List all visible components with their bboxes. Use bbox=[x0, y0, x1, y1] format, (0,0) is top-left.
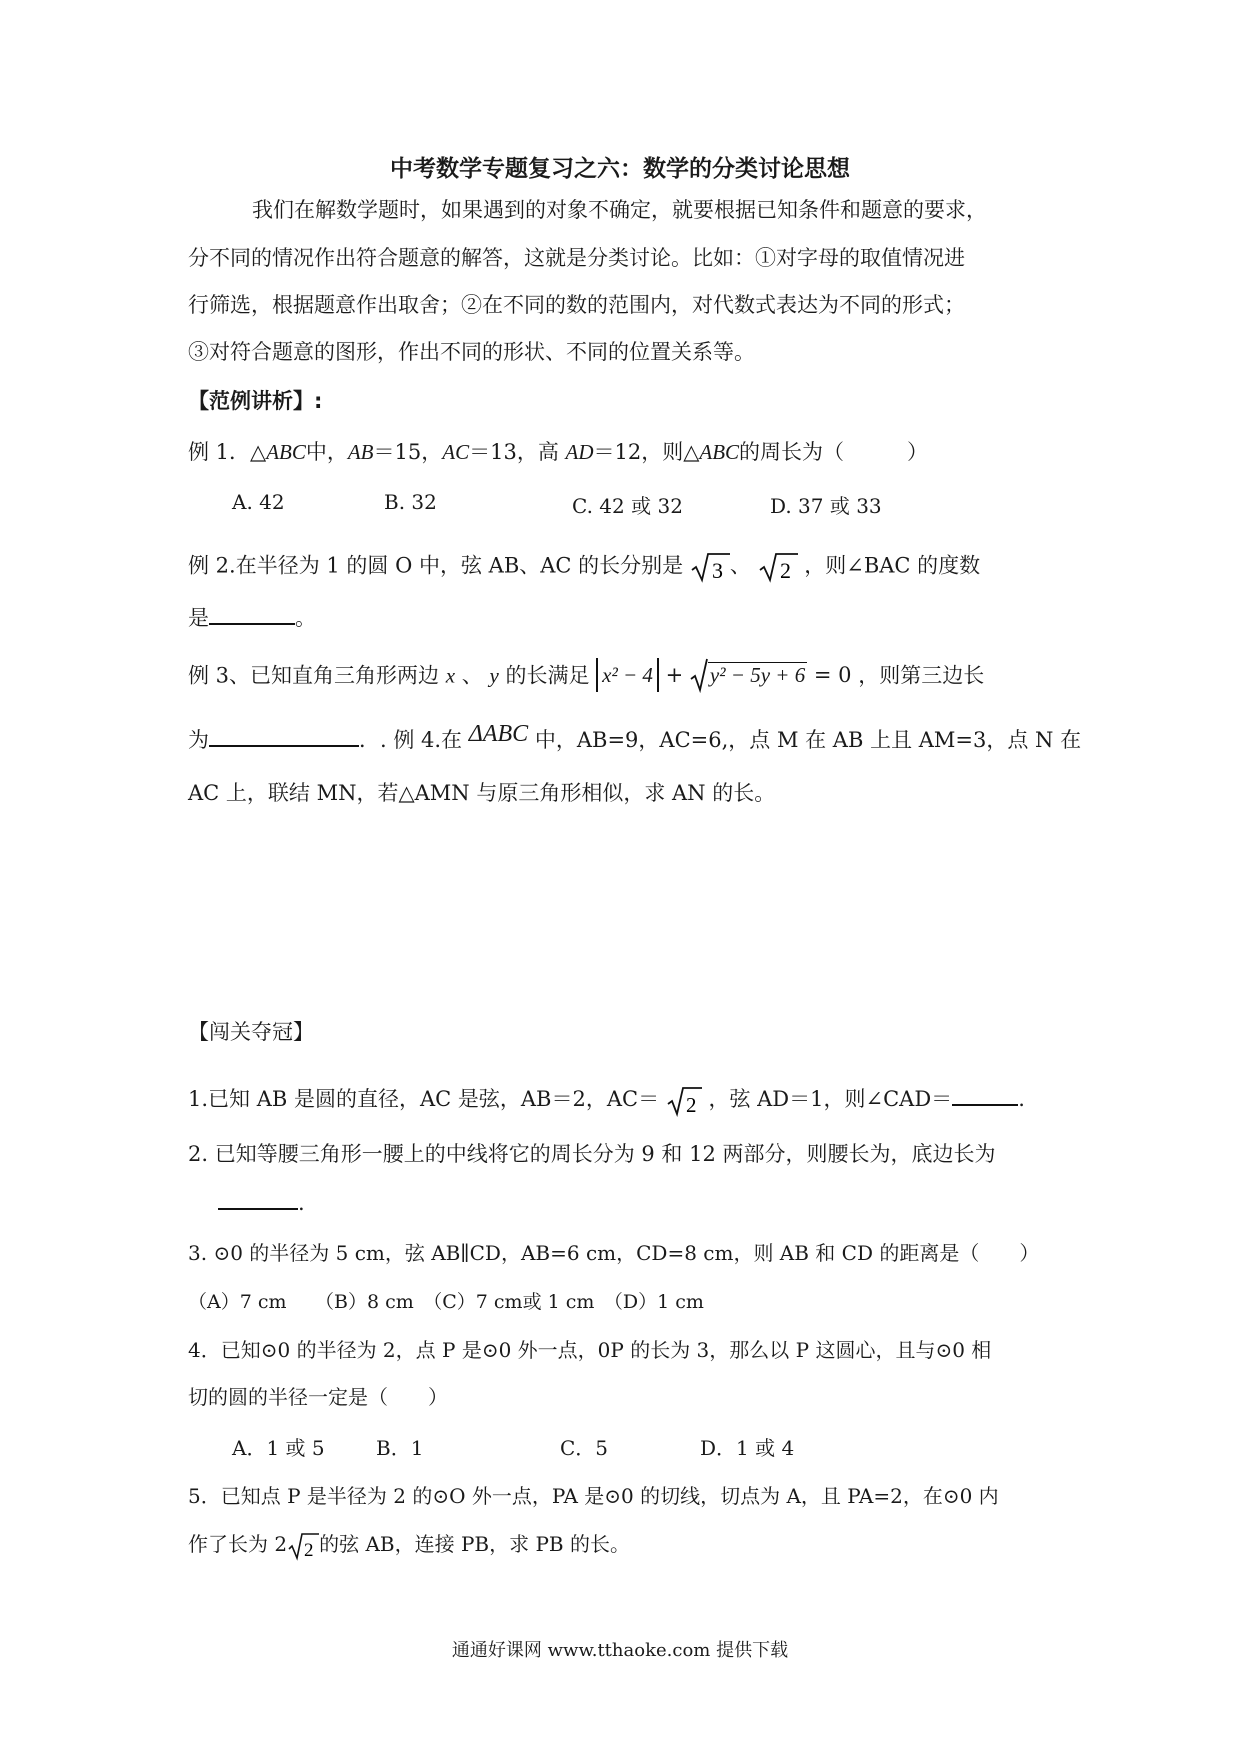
example-1-option-c: C. 42 或 32 bbox=[572, 494, 683, 518]
example-3-text-5: ．. 例 4.在 bbox=[359, 728, 463, 752]
example-4-text-1: 中，AB=9，AC=6,，点 M 在 AB 上且 AM=3，点 N 在 bbox=[534, 728, 1082, 752]
intro-line-2: 分不同的情况作出符合题意的解答，这就是分类讨论。比如：①对字母的取值情况进 bbox=[188, 246, 965, 270]
sqrt-2-radicand: 2 bbox=[779, 558, 791, 583]
example-3-x: x bbox=[445, 663, 456, 688]
radical-sign-icon bbox=[666, 1085, 702, 1117]
radical-sign-icon bbox=[690, 657, 708, 693]
example-3-text-1: 例 3、已知直角三角形两边 bbox=[188, 663, 440, 688]
page-title: 中考数学专题复习之六：数学的分类讨论思想 bbox=[390, 156, 850, 182]
question-2-text-2: . bbox=[298, 1191, 305, 1215]
radical-sign-icon bbox=[758, 550, 798, 584]
intro-line-4: ③对符合题意的图形，作出不同的形状、不同的位置关系等。 bbox=[188, 340, 755, 364]
example-3-answer-blank[interactable] bbox=[209, 725, 359, 747]
question-2-line-2 bbox=[218, 1188, 305, 1217]
sqrt-2-expression bbox=[287, 1530, 319, 1561]
example-1-text-d: ＝12，则△ bbox=[593, 440, 700, 464]
example-4-triangle: ΔABC bbox=[468, 721, 529, 747]
question-4-option-c: C．5 bbox=[560, 1436, 609, 1460]
question-4-option-b: B．1 bbox=[376, 1436, 424, 1460]
example-2-answer-line bbox=[188, 603, 316, 632]
question-1 bbox=[188, 1084, 1025, 1117]
example-1-option-a: A. 42 bbox=[232, 490, 285, 514]
example-2-answer-blank[interactable] bbox=[209, 603, 295, 625]
example-3-sep: 、 bbox=[461, 663, 483, 688]
radical-sign-icon bbox=[287, 1531, 319, 1561]
plus-sign: + bbox=[665, 663, 684, 687]
example-2-sep: 、 bbox=[729, 553, 751, 578]
example-2-text-3: 是 bbox=[188, 606, 209, 630]
example-1-ac: AC bbox=[442, 440, 470, 464]
q5-sqrt-radicand: 2 bbox=[304, 1539, 314, 1561]
question-3-options: （A）7 cm （B）8 cm （C）7 cm或 1 cm （D）1 cm bbox=[188, 1291, 704, 1313]
example-3-text-4: 为 bbox=[188, 728, 209, 752]
square-root-inner: y² − 5y + 6 bbox=[709, 663, 806, 687]
example-3-text-2: 的长满足 bbox=[505, 663, 590, 688]
square-root-expression bbox=[690, 659, 807, 691]
question-1-text-1: 1.已知 AB 是圆的直径，AC 是弦，AB＝2，AC＝ bbox=[188, 1087, 660, 1111]
equation-expression bbox=[596, 658, 851, 692]
absolute-value-bars bbox=[596, 658, 659, 692]
question-4-option-a: A．1 或 5 bbox=[232, 1436, 325, 1460]
question-3-line-1: 3. ⊙0 的半径为 5 cm，弦 AB∥CD，AB=6 cm，CD=8 cm，则 AB 和 CD 的距离是（ ） bbox=[188, 1241, 1040, 1265]
sqrt-2-expression bbox=[666, 1085, 702, 1117]
example-1-question bbox=[188, 438, 928, 466]
intro-line-1: 我们在解数学题时，如果遇到的对象不确定，就要根据已知条件和题意的要求， bbox=[252, 198, 987, 222]
question-4-line-2: 切的圆的半径一定是（ ） bbox=[188, 1385, 448, 1409]
example-1-ad: AD bbox=[565, 440, 594, 464]
question-2-line-1: 2. 已知等腰三角形一腰上的中线将它的周长分为 9 和 12 两部分，则腰长为，底边长为 bbox=[188, 1142, 996, 1166]
question-5-text-2b: 的弦 AB，连接 PB，求 PB 的长。 bbox=[319, 1532, 630, 1556]
intro-line-3: 行筛选，根据题意作出取舍；②在不同的数的范围内，对代数式表达为不同的形式； bbox=[188, 293, 965, 317]
question-2-answer-blank[interactable] bbox=[218, 1188, 298, 1210]
section-heading-examples: 【范例讲析】: bbox=[188, 389, 323, 413]
sqrt-2-expression bbox=[758, 550, 798, 584]
example-1-text-a: 中， bbox=[305, 440, 348, 464]
example-1-suffix: 的周长为（ ） bbox=[739, 440, 929, 464]
example-2-text-2: ，则∠BAC 的度数 bbox=[804, 553, 981, 578]
example-2-question bbox=[188, 550, 980, 584]
example-1-abc-2: ABC bbox=[699, 440, 740, 464]
sqrt-3-expression bbox=[690, 550, 730, 584]
question-5-text-2a: 作了长为 2 bbox=[188, 1532, 288, 1556]
example-2-text-4: 。 bbox=[295, 606, 316, 630]
example-1-text-c: ＝13，高 bbox=[469, 440, 566, 464]
example-4-text-2: AC 上，联结 MN，若△AMN 与原三角形相似，求 AN 的长。 bbox=[188, 781, 776, 805]
example-1-option-b: B. 32 bbox=[384, 490, 437, 514]
section-heading-challenges: 【闯关夺冠】 bbox=[188, 1020, 314, 1044]
example-1-ab: AB bbox=[347, 440, 374, 464]
question-1-text-3: . bbox=[1018, 1087, 1025, 1111]
page-footer: 通通好课网 www.tthaoke.com 提供下载 bbox=[451, 1640, 789, 1661]
question-4-line-1: 4．已知⊙0 的半径为 2，点 P 是⊙0 外一点，0P 的长为 3，那么以 P 这圆心，且与⊙0 相 bbox=[188, 1338, 992, 1362]
example-3-answer-line bbox=[188, 721, 1082, 754]
question-5-line-2 bbox=[188, 1530, 630, 1561]
equals-zero: = 0 bbox=[813, 663, 852, 687]
example-3-y: y bbox=[489, 663, 499, 688]
example-1-option-d: D. 37 或 33 bbox=[770, 494, 882, 518]
radical-sign-icon bbox=[690, 550, 730, 584]
example-1-text-b: ＝15， bbox=[373, 440, 443, 464]
example-3-question bbox=[188, 660, 984, 694]
question-1-text-2: ，弦 AD＝1，则∠CAD＝ bbox=[708, 1087, 953, 1111]
example-2-text-1: 例 2.在半径为 1 的圆 O 中，弦 AB、AC 的长分别是 bbox=[188, 553, 684, 578]
question-1-answer-blank[interactable] bbox=[952, 1084, 1018, 1106]
sqrt-3-radicand: 3 bbox=[711, 558, 723, 583]
example-3-text-3: ，则第三边长 bbox=[858, 663, 985, 688]
example-1-prefix: 例 1．△ bbox=[188, 440, 267, 464]
question-4-option-d: D．1 或 4 bbox=[700, 1436, 795, 1460]
question-5-line-1: 5．已知点 P 是半径为 2 的⊙O 外一点，PA 是⊙0 的切线，切点为 A，且 PA=2，在⊙0 内 bbox=[188, 1484, 999, 1508]
absolute-value-inner: x² − 4 bbox=[602, 663, 653, 687]
example-1-abc: ABC bbox=[266, 440, 306, 464]
q1-sqrt-radicand: 2 bbox=[685, 1092, 697, 1117]
